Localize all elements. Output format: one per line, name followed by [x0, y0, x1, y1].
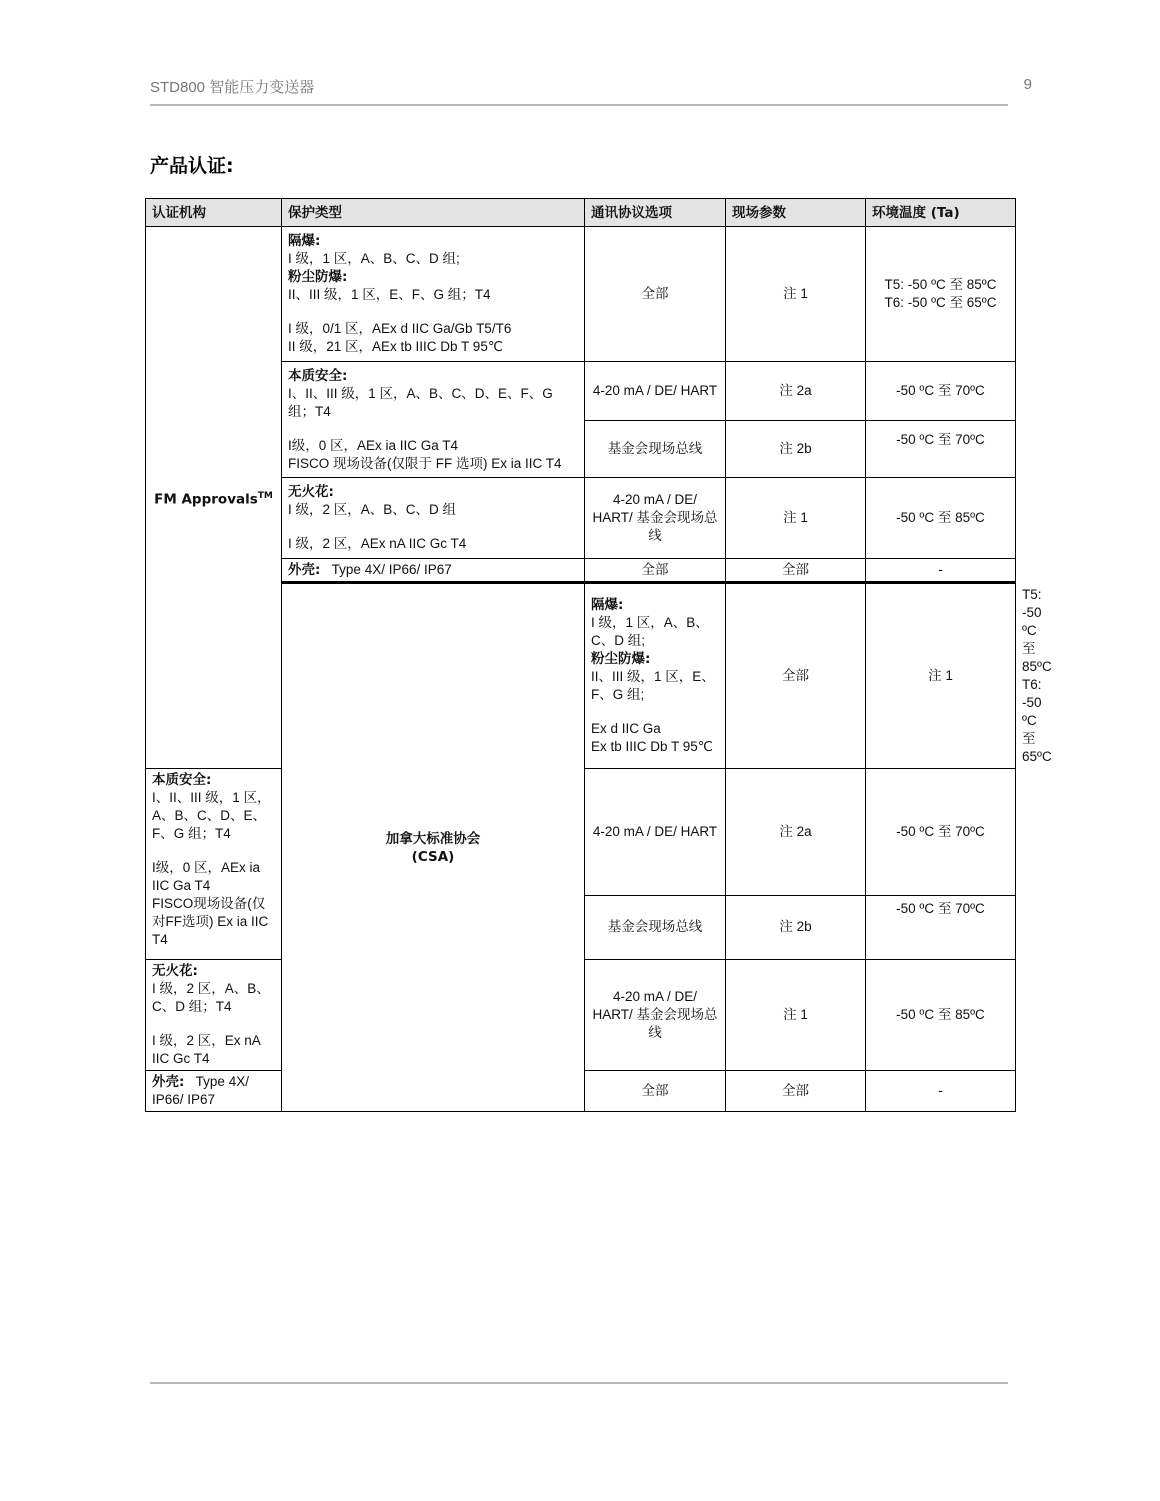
- document-title: STD800 智能压力变送器: [150, 79, 315, 96]
- table-row: [146, 227, 1016, 362]
- protection-line: II 级，21 区，AEx tb IIIC Db T 95℃: [288, 339, 503, 354]
- param-cell: 注 2b: [726, 895, 866, 959]
- protection-heading: 无火花:: [152, 963, 198, 979]
- protection-line: FISCO 现场设备(仅限于 FF 选项) Ex ia IIC T4: [288, 455, 562, 471]
- protection-line: I 级，0/1 区，AEx d IIC Ga/Gb T5/T6: [288, 321, 512, 336]
- temp-cell: -50 ºC 至 70ºC: [866, 362, 1016, 421]
- protection-line: I级，0 区，AEx ia IIC Ga T4: [288, 437, 459, 453]
- page-number: 9: [1023, 76, 1032, 93]
- param-cell: 注 1: [866, 583, 1016, 769]
- temp-cell: -: [866, 1071, 1016, 1112]
- protection-line: I 级，2 区，A、B、C、D 组: [288, 502, 457, 517]
- protection-line: FISCO现场设备(仅对FF选项) Ex ia IIC T4: [152, 896, 269, 947]
- protection-heading: 粉尘防爆:: [591, 651, 651, 667]
- temp-cell: [866, 227, 1016, 362]
- comm-cell: 基金会现场总线: [585, 421, 726, 478]
- protection-line: I 级，2 区，AEx nA IIC Gc T4: [288, 536, 467, 551]
- param-cell: 注 1: [726, 478, 866, 559]
- param-cell: 注 2a: [726, 769, 866, 896]
- protection-heading: 隔爆:: [288, 233, 321, 249]
- comm-cell: 4-20 mA / DE/ HART: [585, 769, 726, 896]
- protection-line: I、II、III 级，1 区，A、B、C、D、E、F、G 组；T4: [288, 385, 553, 419]
- protection-heading: 无火花:: [288, 484, 334, 500]
- param-cell: 注 1: [726, 960, 866, 1071]
- col-header-comm: 通讯协议选项: [585, 199, 726, 227]
- protection-cell: [282, 478, 585, 559]
- protection-line: Ex d IIC Ga: [591, 721, 661, 736]
- protection-cell: [146, 960, 282, 1071]
- param-cell: 全部: [726, 1071, 866, 1112]
- protection-heading: 外壳:: [152, 1074, 185, 1090]
- comm-cell: 全部: [585, 559, 726, 583]
- protection-cell: [585, 583, 726, 769]
- param-cell: 注 2b: [726, 421, 866, 478]
- table-row: 加拿大标准协会 (CSA) 隔爆: I 级，1 区，A、B、C、D 组; 粉尘防爆: II、III 级，1 区，E、F、G 组; Ex d IIC Ga Ex tb IIIC Db T 95℃ 全部 注 1 T5: -50 ºC 至 85ºC T6: -50 ºC 至 65ºC: [146, 583, 1016, 769]
- protection-line: I 级，2 区，Ex nA IIC Gc T4: [152, 1033, 261, 1066]
- org-name: FM Approvals: [154, 491, 258, 508]
- comm-cell: 基金会现场总线: [585, 895, 726, 959]
- temp-cell: -50 ºC 至 70ºC: [866, 421, 1016, 478]
- protection-heading: 隔爆:: [591, 597, 624, 613]
- temp-line: T5: -50 ºC 至 85ºC: [884, 277, 997, 292]
- protection-line: I 级，2 区，A、B、C、D 组；T4: [152, 981, 270, 1014]
- col-header-org: 认证机构: [146, 199, 282, 227]
- protection-cell: [282, 227, 585, 362]
- section-title: 产品认证:: [150, 155, 234, 177]
- footer-rule: [150, 1382, 1008, 1384]
- comm-cell: 4-20 mA / DE/ HART/ 基金会现场总线: [585, 960, 726, 1071]
- col-header-temp: 环境温度 (Ta): [866, 199, 1016, 227]
- temp-cell: -50 ºC 至 70ºC: [866, 769, 1016, 896]
- protection-cell: [282, 362, 585, 478]
- temp-cell: -50 ºC 至 70ºC: [866, 895, 1016, 959]
- protection-heading: 本质安全:: [288, 367, 348, 384]
- protection-heading: 外壳:: [288, 562, 321, 578]
- org-cell-csa: [282, 583, 585, 1112]
- protection-line: I级，0 区，AEx ia IIC Ga T4: [152, 860, 261, 893]
- protection-line: Type 4X/ IP66/ IP67: [152, 1074, 249, 1107]
- col-header-params: 现场参数: [726, 199, 866, 227]
- protection-line: Type 4X/ IP66/ IP67: [331, 562, 452, 577]
- protection-cell: [282, 559, 585, 583]
- comm-cell: 4-20 mA / DE/ HART/ 基金会现场总线: [585, 478, 726, 559]
- protection-heading: 粉尘防爆:: [288, 269, 348, 285]
- certification-table: [145, 198, 1052, 1112]
- table-header-row: [146, 199, 1016, 227]
- param-cell: 全部: [726, 559, 866, 583]
- protection-cell: [146, 1071, 282, 1112]
- comm-cell: 全部: [585, 227, 726, 362]
- temp-cell: -: [866, 559, 1016, 583]
- protection-heading: 本质安全:: [152, 772, 212, 788]
- org-cell-fm: [146, 227, 282, 769]
- protection-line: I、II、III 级，1 区，A、B、C、D、E、F、G 组；T4: [152, 790, 271, 841]
- protection-line: I 级，1 区，A、B、C、D 组;: [288, 251, 460, 266]
- comm-cell: 全部: [585, 1071, 726, 1112]
- protection-cell: [146, 769, 282, 960]
- trademark-sup: TM: [257, 490, 273, 501]
- comm-cell: 4-20 mA / DE/ HART: [585, 362, 726, 421]
- protection-line: Ex tb IIIC Db T 95℃: [591, 739, 713, 754]
- org-abbrev: (CSA): [411, 848, 455, 865]
- protection-line: II、III 级，1 区，E、F、G 组;: [591, 669, 715, 702]
- protection-line: I 级，1 区，A、B、C、D 组;: [591, 615, 709, 648]
- comm-cell: 全部: [726, 583, 866, 769]
- param-cell: 注 2a: [726, 362, 866, 421]
- page-header: [150, 76, 1032, 106]
- temp-cell: -50 ºC 至 85ºC: [866, 960, 1016, 1071]
- org-name: 加拿大标准协会: [385, 830, 481, 847]
- temp-cell: -50 ºC 至 85ºC: [866, 478, 1016, 559]
- col-header-protection: 保护类型: [282, 199, 585, 227]
- param-cell: 注 1: [726, 227, 866, 362]
- temp-line: T6: -50 ºC 至 65ºC: [884, 295, 997, 310]
- protection-line: II、III 级，1 区，E、F、G 组；T4: [288, 287, 491, 302]
